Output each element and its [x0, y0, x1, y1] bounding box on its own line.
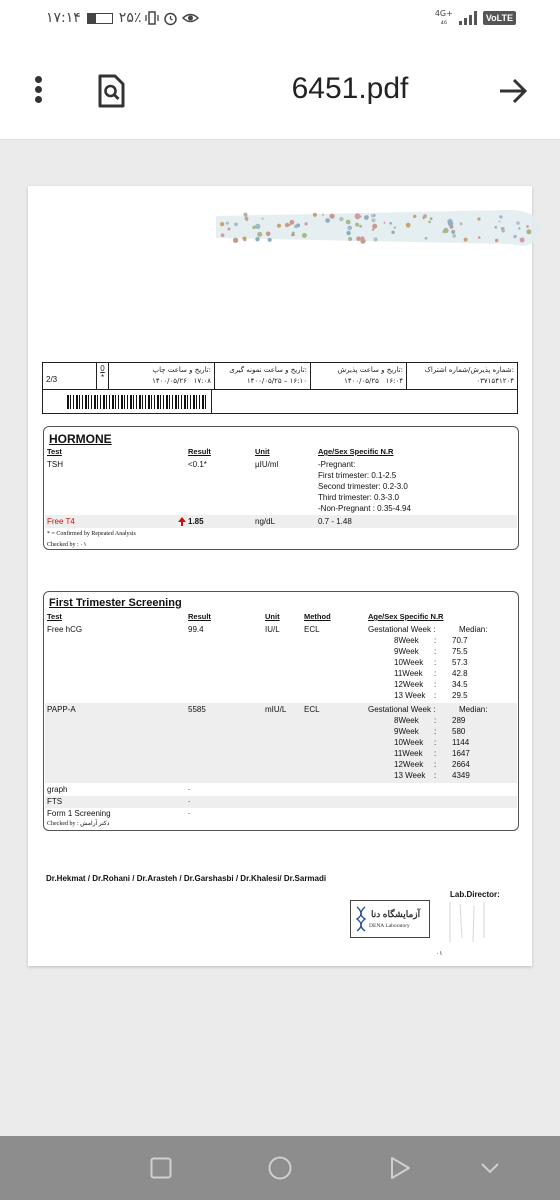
lab-stamp — [350, 900, 430, 938]
pattern-dot — [289, 224, 291, 226]
pattern-dot — [355, 223, 359, 227]
pattern-dot — [394, 226, 397, 229]
pattern-dot — [425, 237, 428, 240]
pattern-dot — [355, 213, 361, 219]
fts-row-result: . — [188, 795, 191, 804]
copy-cell — [97, 363, 109, 389]
hcg-unit: IU/L — [265, 625, 280, 634]
hcg-median-value: 75.5 — [452, 647, 468, 656]
pattern-dot — [359, 225, 362, 228]
pattern-dot — [372, 224, 377, 229]
tsh-name: TSH — [47, 460, 63, 469]
eye-comfort-icon — [182, 11, 199, 25]
signal-icon — [459, 11, 477, 25]
form1-row-result: . — [188, 807, 191, 816]
pattern-dot — [518, 227, 520, 229]
pappa-median-label: Median: — [459, 705, 488, 714]
col-result: Result — [188, 612, 211, 621]
signature-scribble — [440, 898, 500, 946]
pappa-median-value: 2664 — [452, 760, 470, 769]
tsh-nr-line: Second trimester: 0.2-3.0 — [318, 482, 408, 491]
hcg-week-label: 10Week — [394, 658, 424, 667]
hcg-week-label: 13 Week — [394, 691, 426, 700]
print-date: ۱۴۰۰/۰۵/۲۶ — [152, 377, 187, 385]
hcg-week-label: 12Week — [394, 680, 424, 689]
sample-label: تاریخ و ساعت نمونه گیری: — [229, 366, 307, 374]
pattern-dot — [502, 229, 505, 232]
hcg-week-colon: : — [434, 691, 437, 700]
reception-label: تاریخ و ساعت پذیرش: — [337, 366, 403, 374]
reception-time: ۱۶:۰۴ — [385, 377, 403, 385]
pattern-dot — [495, 239, 498, 242]
col-test: Test — [47, 612, 62, 621]
pappa-median-value: 1647 — [452, 749, 470, 758]
pattern-dot — [228, 228, 231, 231]
redaction-pattern — [212, 186, 544, 256]
pattern-dot — [266, 232, 271, 237]
pattern-dot — [413, 215, 416, 218]
free-t4-nr: 0.7 - 1.48 — [318, 517, 352, 526]
pattern-dot — [428, 221, 431, 224]
free-t4-row — [45, 515, 517, 528]
hcg-week-colon: : — [434, 669, 437, 678]
pattern-dot — [322, 214, 324, 216]
pappa-median-value: 289 — [452, 716, 466, 725]
tsh-nr-line: -Non-Pregnant : 0.35-4.94 — [318, 504, 411, 513]
pattern-dot — [234, 223, 238, 227]
pattern-dot — [252, 226, 255, 229]
fts-row-label: FTS — [47, 797, 63, 806]
pattern-dot — [452, 234, 456, 238]
pattern-dot — [277, 224, 281, 228]
pattern-dot — [443, 228, 448, 233]
pattern-dot — [520, 238, 525, 243]
pattern-dot — [528, 231, 531, 234]
checked-by: Checked by : ۰۱ — [47, 542, 87, 548]
reception-date: ۱۴۰۰/۰۵/۲۵ — [344, 377, 379, 385]
hcg-week-label: 8Week — [394, 636, 419, 645]
pattern-dot — [430, 217, 433, 220]
print-time: ۱۷:۰۸ — [193, 377, 211, 385]
hormone-title: HORMONE — [49, 432, 112, 446]
pattern-dot — [221, 233, 225, 237]
stamp-subtitle: DENA Laboratory — [369, 923, 410, 929]
arrow-forward-icon[interactable] — [496, 74, 530, 108]
pattern-dot — [371, 218, 375, 222]
network-type — [435, 10, 453, 26]
pattern-dot — [478, 236, 481, 239]
pappa-week-colon: : — [434, 738, 437, 747]
pattern-dot — [499, 215, 502, 218]
col-nr: Age/Sex Specific N.R — [318, 447, 394, 456]
fts-title: First Trimester Screening — [49, 597, 182, 609]
signature-mark: ۰۱ — [436, 951, 443, 957]
pattern-dot — [226, 222, 229, 225]
copy-number: 0 — [100, 364, 105, 373]
pappa-median-value: 580 — [452, 727, 466, 736]
pattern-dot — [449, 225, 453, 229]
pappa-median-value: 4349 — [452, 771, 470, 780]
pattern-dot — [356, 236, 361, 241]
hcg-name: Free hCG — [47, 625, 83, 634]
checked-by: Checked by : دکتر آرامش — [47, 821, 110, 827]
pattern-dot — [313, 213, 317, 217]
reception-cell — [311, 363, 407, 389]
pattern-dot — [325, 218, 330, 223]
pattern-dot — [373, 237, 377, 241]
first-trimester-section — [43, 591, 519, 831]
hcg-median-value: 57.3 — [452, 658, 468, 667]
pappa-week-label: 11Week — [394, 749, 423, 758]
pattern-dot — [516, 221, 520, 225]
pattern-dot — [346, 220, 351, 225]
print-cell — [109, 363, 215, 389]
pappa-row — [45, 703, 517, 783]
pattern-dot — [499, 220, 501, 222]
pattern-dot — [348, 237, 352, 241]
id-value: ۰۳۷۱۵۴۱۲۰۴ — [476, 377, 514, 385]
page-cell — [43, 363, 97, 389]
pappa-unit: mIU/L — [265, 705, 287, 714]
pappa-week-colon: : — [434, 760, 437, 769]
pattern-dot — [268, 238, 272, 242]
pattern-dot — [305, 222, 308, 225]
pattern-dot — [302, 233, 307, 238]
confirmed-note: * = Confirmed by Repeated Analysis — [47, 531, 136, 537]
form1-row-label: Form 1 Screening — [47, 809, 111, 818]
tsh-nr-line: First trimester: 0.1-2.5 — [318, 471, 397, 480]
pdf-page[interactable] — [28, 186, 532, 966]
app-bar — [0, 40, 560, 140]
status-bar — [0, 0, 560, 40]
barcode-row — [43, 389, 517, 413]
col-unit: Unit — [255, 447, 270, 456]
pappa-gest-label: Gestational Week : — [368, 705, 436, 714]
free-t4-unit: ng/dL — [255, 517, 276, 526]
hormone-section — [43, 426, 519, 550]
col-method: Method — [304, 612, 331, 621]
sample-cell — [215, 363, 311, 389]
hcg-median-value: 70.7 — [452, 636, 468, 645]
file-title: 6451.pdf — [291, 72, 409, 105]
pattern-dot — [243, 239, 246, 242]
col-nr: Age/Sex Specific N.R — [368, 612, 444, 621]
hcg-method: ECL — [304, 625, 320, 634]
id-label: شماره پذیرش/شماره اشتراک: — [424, 366, 514, 374]
hcg-gest-label: Gestational Week : — [368, 625, 436, 634]
pappa-median-value: 1144 — [452, 738, 470, 747]
pattern-dot — [391, 231, 394, 234]
pattern-dot — [296, 223, 300, 227]
pattern-dot — [364, 215, 369, 220]
vibrate-icon — [145, 11, 159, 25]
hcg-median-value: 34.5 — [452, 680, 468, 689]
pattern-dot — [389, 222, 392, 225]
fts-row — [45, 796, 517, 808]
pattern-dot — [451, 230, 455, 234]
hcg-median-value: 29.5 — [452, 691, 468, 700]
pappa-week-colon: : — [434, 749, 437, 758]
dna-logo-icon — [355, 905, 367, 933]
hcg-week-label: 11Week — [394, 669, 423, 678]
pattern-dot — [233, 238, 238, 243]
hcg-result: 99.4 — [188, 625, 204, 634]
pappa-week-colon: : — [434, 727, 437, 736]
volte-badge: VoLTE — [483, 11, 516, 25]
pattern-dot — [290, 220, 295, 225]
pappa-name: PAPP-A — [47, 705, 76, 714]
pappa-week-label: 9Week — [394, 727, 419, 736]
pattern-dot — [406, 223, 411, 228]
pappa-result: 5585 — [188, 705, 206, 714]
pappa-week-label: 13 Week — [394, 771, 426, 780]
pattern-dot — [360, 239, 365, 244]
more-vert-icon[interactable] — [30, 74, 46, 106]
recents-icon[interactable] — [150, 1157, 172, 1179]
col-unit: Unit — [265, 612, 280, 621]
pattern-dot — [291, 233, 294, 236]
sample-value: ۱۴۰۰/۰۵/۲۵ – ۱۶:۱۰ — [246, 377, 307, 385]
hcg-week-label: 9Week — [394, 647, 419, 656]
pattern-dot — [255, 237, 259, 241]
pappa-week-label: 10Week — [394, 738, 424, 747]
copy-mark: * — [100, 373, 105, 382]
hcg-week-colon: : — [434, 680, 437, 689]
lab-director-label: Lab.Director: — [450, 890, 500, 899]
pappa-week-label: 8Week — [394, 716, 419, 725]
page-number: 2/3 — [46, 375, 58, 384]
nav-bar — [0, 1136, 560, 1200]
pattern-dot — [220, 222, 224, 226]
pattern-dot — [346, 231, 350, 235]
col-result: Result — [188, 447, 211, 456]
pattern-dot — [460, 222, 463, 225]
pattern-dot — [330, 214, 335, 219]
print-label: تاریخ و ساعت چاپ: — [152, 366, 211, 374]
doctors-list: Dr.Hekmat / Dr.Rohani / Dr.Arasteh / Dr.Garshasbi / Dr.Khalesi/ Dr.Sarmadi — [46, 874, 327, 883]
col-test: Test — [47, 447, 62, 456]
battery-icon — [87, 13, 113, 24]
hcg-week-colon: : — [434, 647, 437, 656]
pattern-dot — [257, 232, 262, 237]
tsh-unit: µIU/ml — [255, 460, 279, 469]
pattern-dot — [526, 225, 529, 228]
pattern-dot — [371, 214, 374, 217]
home-icon[interactable] — [268, 1156, 292, 1180]
chevron-down-icon[interactable] — [480, 1162, 500, 1174]
clock: ۱۷:۱۴ — [46, 10, 81, 26]
pattern-dot — [477, 217, 480, 220]
graph-row-label: graph — [47, 785, 68, 794]
back-icon[interactable] — [389, 1156, 411, 1180]
hcg-week-colon: : — [434, 636, 437, 645]
free-t4-result: 1.85 — [188, 517, 204, 526]
pattern-dot — [384, 222, 386, 224]
network-sub: ₄₆ — [440, 17, 448, 26]
battery-level: ۲۵٪ — [118, 10, 142, 26]
hcg-median-value: 42.8 — [452, 669, 468, 678]
hcg-median-label: Median: — [459, 625, 488, 634]
tsh-nr-line: Third trimester: 0.3-3.0 — [318, 493, 399, 502]
free-t4-name: Free T4 — [47, 517, 75, 526]
pattern-dot — [464, 238, 468, 242]
pappa-week-colon: : — [434, 716, 437, 725]
alarm-icon — [163, 11, 178, 26]
pattern-dot — [262, 218, 264, 220]
pattern-dot — [347, 226, 352, 231]
pappa-week-label: 12Week — [394, 760, 424, 769]
arrow-up-flag-icon — [178, 517, 186, 526]
hcg-week-colon: : — [434, 658, 437, 667]
pattern-dot — [339, 217, 343, 221]
status-left — [46, 10, 199, 26]
id-cell — [407, 363, 517, 389]
report-header — [42, 362, 518, 414]
tsh-nr-line: -Pregnant: — [318, 460, 356, 469]
find-in-page-icon[interactable] — [96, 74, 126, 108]
barcode — [67, 395, 207, 409]
pattern-dot — [246, 219, 248, 221]
pattern-dot — [513, 235, 516, 238]
stamp-title: آزمایشگاه دنا — [371, 909, 421, 919]
pattern-dot — [422, 216, 425, 219]
pappa-week-colon: : — [434, 771, 437, 780]
pattern-dot — [255, 224, 260, 229]
graph-row-result: . — [188, 783, 191, 792]
pattern-dot — [372, 229, 374, 231]
pappa-method: ECL — [304, 705, 320, 714]
network-gen: 4G+ — [434, 9, 453, 18]
tsh-result: <0.1* — [188, 460, 207, 469]
pattern-dot — [494, 226, 497, 229]
status-right — [435, 10, 516, 26]
